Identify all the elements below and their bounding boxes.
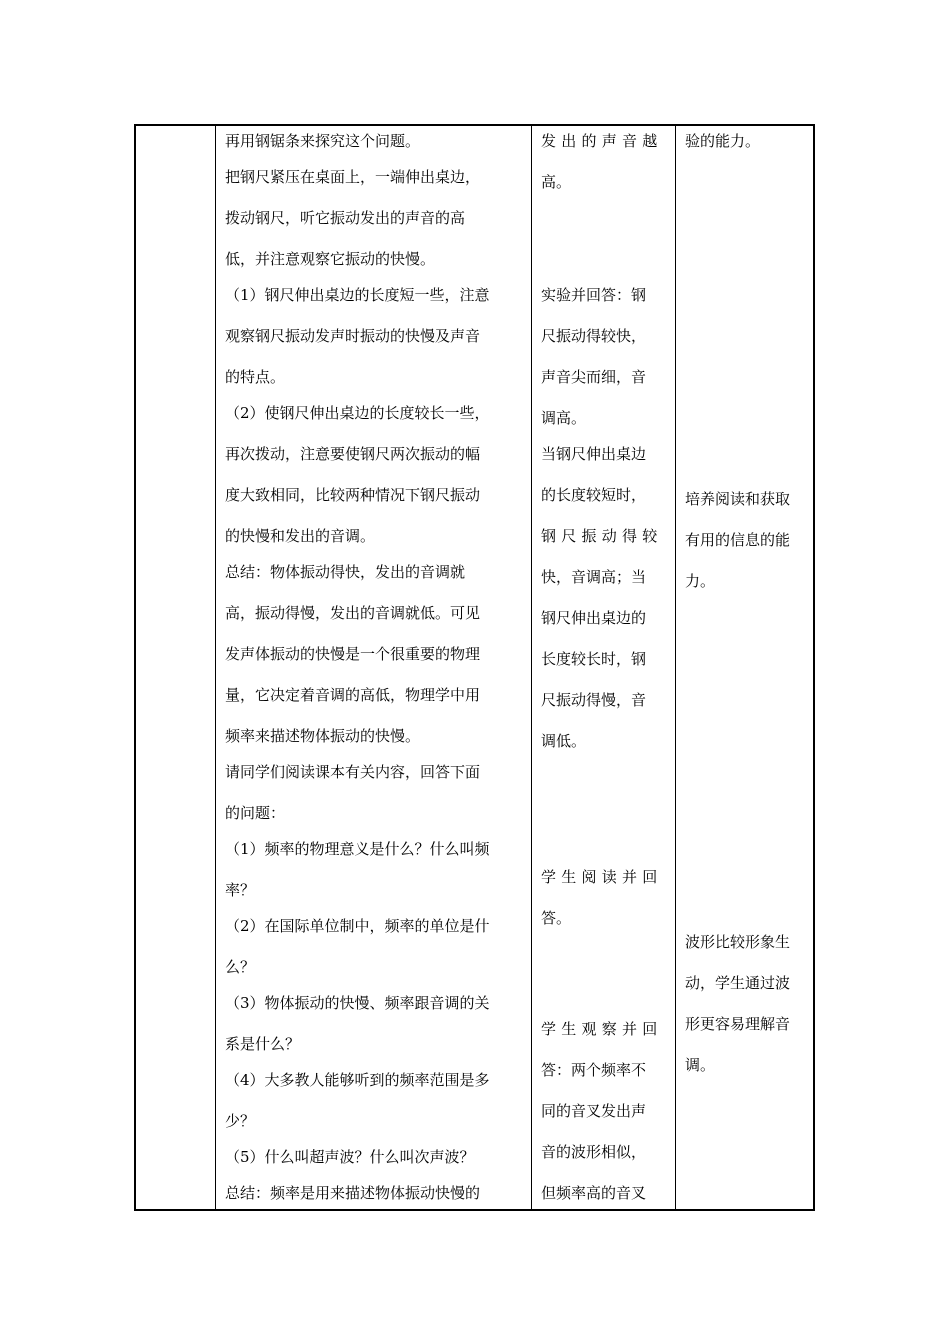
teacher-line: 系是什么？ <box>225 1035 301 1053</box>
student-line: 实验并回答：钢 <box>541 286 647 304</box>
student-line: 当钢尺伸出桌边 <box>541 445 647 463</box>
teacher-line: （2）使钢尺伸出桌边的长度较长一些， <box>225 404 490 422</box>
intent-line: 形更容易理解音 <box>685 1015 791 1033</box>
student-line: 音的波形相似， <box>541 1143 647 1161</box>
student-line: 尺振动得慢，音 <box>541 691 647 709</box>
student-line: 但频率高的音叉 <box>541 1184 647 1202</box>
student-line: 调高。 <box>541 409 587 427</box>
student-line: 高。 <box>541 173 572 191</box>
teacher-line: 的快慢和发出的音调。 <box>225 527 376 545</box>
student-line: 快，音调高；当 <box>541 568 647 586</box>
intent-line: 波形比较形象生 <box>685 933 791 951</box>
teacher-line: 度大致相同，比较两种情况下钢尺振动 <box>225 486 481 504</box>
teacher-line: 的问题： <box>225 804 286 822</box>
intent-line: 力。 <box>685 572 716 590</box>
intent-line: 动，学生通过波 <box>685 974 791 992</box>
teacher-line: 么？ <box>225 958 256 976</box>
teacher-line: 高，振动得慢，发出的音调就低。可见 <box>225 604 481 622</box>
student-line: 钢尺伸出桌边的 <box>541 609 647 627</box>
student-line: 学生观察并回 <box>541 1020 663 1038</box>
intent-line: 验的能力。 <box>685 132 761 150</box>
intent-line: 有用的信息的能 <box>685 531 791 549</box>
student-line: 同的音叉发出声 <box>541 1102 647 1120</box>
teacher-line: （4）大多教人能够听到的频率范围是多 <box>225 1071 490 1089</box>
teacher-line: 率？ <box>225 881 256 899</box>
teacher-activity-cell <box>216 126 531 1209</box>
teacher-line: （1）钢尺伸出桌边的长度短一些，注意 <box>225 286 490 304</box>
student-line: 答：两个频率不 <box>541 1061 647 1079</box>
teacher-line: 再次拨动，注意要使钢尺两次振动的幅 <box>225 445 481 463</box>
student-line: 学生阅读并回 <box>541 868 663 886</box>
student-line: 答。 <box>541 909 572 927</box>
design-intent-cell <box>676 126 815 1209</box>
teacher-line: 把钢尺紧压在桌面上，一端伸出桌边， <box>225 168 481 186</box>
intent-line: 调。 <box>685 1056 716 1074</box>
student-line: 声音尖而细，音 <box>541 368 647 386</box>
intent-line: 培养阅读和获取 <box>685 490 791 508</box>
teacher-line: 的特点。 <box>225 368 286 386</box>
student-line: 长度较长时，钢 <box>541 650 647 668</box>
teacher-line: （5）什么叫超声波？什么叫次声波？ <box>225 1148 475 1166</box>
teacher-line: 总结：物体振动得快，发出的音调就 <box>225 563 466 581</box>
student-line: 钢尺振动得较 <box>541 527 663 545</box>
teacher-line: 观察钢尺振动发声时振动的快慢及声音 <box>225 327 481 345</box>
teacher-line: 请同学们阅读课本有关内容，回答下面 <box>225 763 481 781</box>
lesson-table <box>134 124 815 1211</box>
teacher-line: （3）物体振动的快慢、频率跟音调的关 <box>225 994 490 1012</box>
student-activity-cell <box>532 126 675 1209</box>
teacher-line: 拨动钢尺，听它振动发出的声音的高 <box>225 209 466 227</box>
column-a-cell <box>136 126 215 1209</box>
teacher-line: 再用钢锯条来探究这个问题。 <box>225 132 421 150</box>
student-line: 尺振动得较快， <box>541 327 647 345</box>
teacher-line: 发声体振动的快慢是一个很重要的物理 <box>225 645 481 663</box>
teacher-line: 总结：频率是用来描述物体振动快慢的 <box>225 1184 481 1202</box>
teacher-line: 频率来描述物体振动的快慢。 <box>225 727 421 745</box>
teacher-line: 量，它决定着音调的高低，物理学中用 <box>225 686 481 704</box>
teacher-line: 低，并注意观察它振动的快慢。 <box>225 250 436 268</box>
teacher-line: 少？ <box>225 1112 256 1130</box>
student-line: 调低。 <box>541 732 587 750</box>
teacher-line: （2）在国际单位制中，频率的单位是什 <box>225 917 490 935</box>
teacher-line: （1）频率的物理意义是什么？什么叫频 <box>225 840 490 858</box>
student-line: 发出的声音越 <box>541 132 663 150</box>
student-line: 的长度较短时， <box>541 486 647 504</box>
